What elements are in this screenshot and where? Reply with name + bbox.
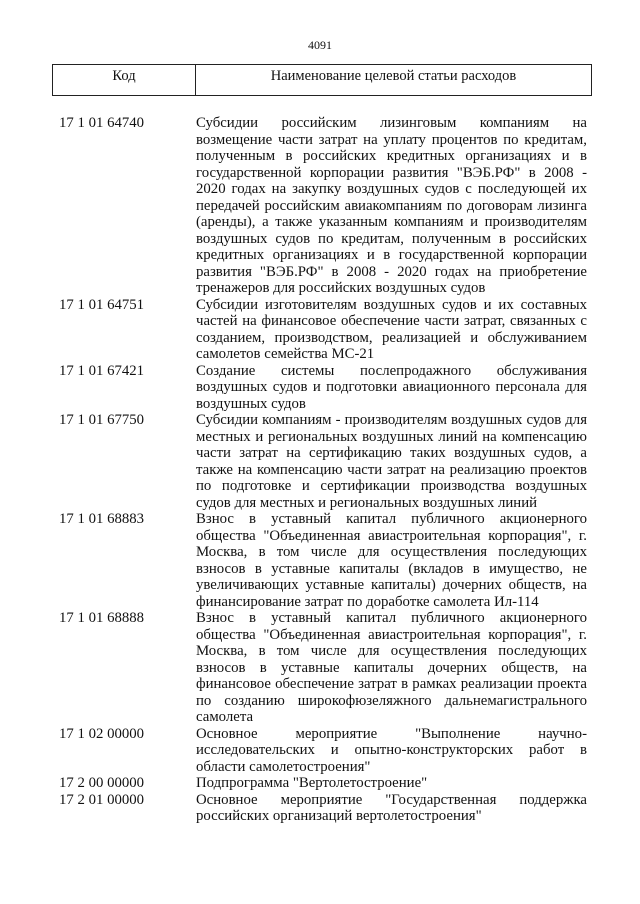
row-code: 17 1 01 67750 [59,412,145,428]
page-number: 4091 [308,38,332,52]
row-name: Субсидии изготовителям воздушных судов и их составных частей на финансовое обеспечение части затрат, связанных с созданием, производством, реализацией и обслуживанием самолетов семейства МС-21 [196,296,587,362]
header-name: Наименование целевой статьи расходов [270,68,517,84]
row-code: 17 1 01 67421 [59,362,145,379]
table-row [59,792,592,825]
row-name: Подпрограмма "Вертолетостроение" [196,775,428,791]
row-name: Создание системы послепродажного обслуживания воздушных судов и подготовки авиационного персонала для воздушных судов [196,362,587,412]
row-code: 17 2 01 00000 [59,791,145,808]
row-code: 17 1 01 64751 [59,296,145,313]
table-row [59,511,592,610]
row-name: Субсидии компаниям - производителям воздушных судов для местных и региональных воздушных линий на компенсацию части затрат на сертификацию таких воздушных судов, а также на компенсацию части затрат на реализацию проектов по подготовке и сертификации производства воздушных судов для местных и региональных воздушных линий [196,412,587,511]
row-name: Субсидии российским лизинговым компаниям на возмещение части затрат на уплату процентов по кредитам, полученным в российских кредитных организациях и в государственной корпорации развития "ВЭБ.РФ" в 2008 - 2020 годах на закупку воздушных судов с последующей их передачей российским авиакомпаниям по договорам лизинга (аренды), а также указанным компаниям и производителям воздушных судов по кредитам, полученным в российских кредитных организациях и в государственной корпорации развития "ВЭБ.РФ" в 2008 - 2020 годах на приобретение тренажеров для российских воздушных судов [196,115,587,296]
table-row [59,726,592,776]
table-row [59,115,592,297]
table-row [59,412,592,511]
table-header [52,64,592,96]
row-code: 17 2 00 00000 [59,775,145,791]
table-row [59,610,592,726]
row-name: Взнос в уставный капитал публичного акционерного общества "Объединенная авиастроительная корпорация", г. Москва, в том числе для осуществления последующих взносов в уставные капиталы дочерних обществ, на финансовое обеспечение затрат в рамках реализации проекта по созданию широкофюзеляжного дальнемагистрального самолета [196,610,587,725]
table-row [59,363,592,413]
row-name: Основное мероприятие "Государственная поддержка российских организаций вертолетостроения" [196,791,587,824]
row-name: Взнос в уставный капитал публичного акционерного общества "Объединенная авиастроительная корпорация", г. Москва, в том числе для осуществления последующих взносов в уставные капиталы (вкладов в имущество, не увеличивающих уставные капиталы) дочерних обществ, на финансирование затрат по доработке самолета Ил-114 [196,511,587,610]
header-code: Код [53,65,196,95]
row-code: 17 1 01 68888 [59,610,145,626]
row-name: Основное мероприятие "Выполнение научно-исследовательских и опытно-конструкторских работ в области самолетостроения" [196,725,587,775]
table-body [59,115,592,825]
row-code: 17 1 01 64740 [59,115,145,131]
row-code: 17 1 02 00000 [59,725,145,742]
row-code: 17 1 01 68883 [59,511,145,527]
table-row [59,297,592,363]
table-row [59,775,592,792]
